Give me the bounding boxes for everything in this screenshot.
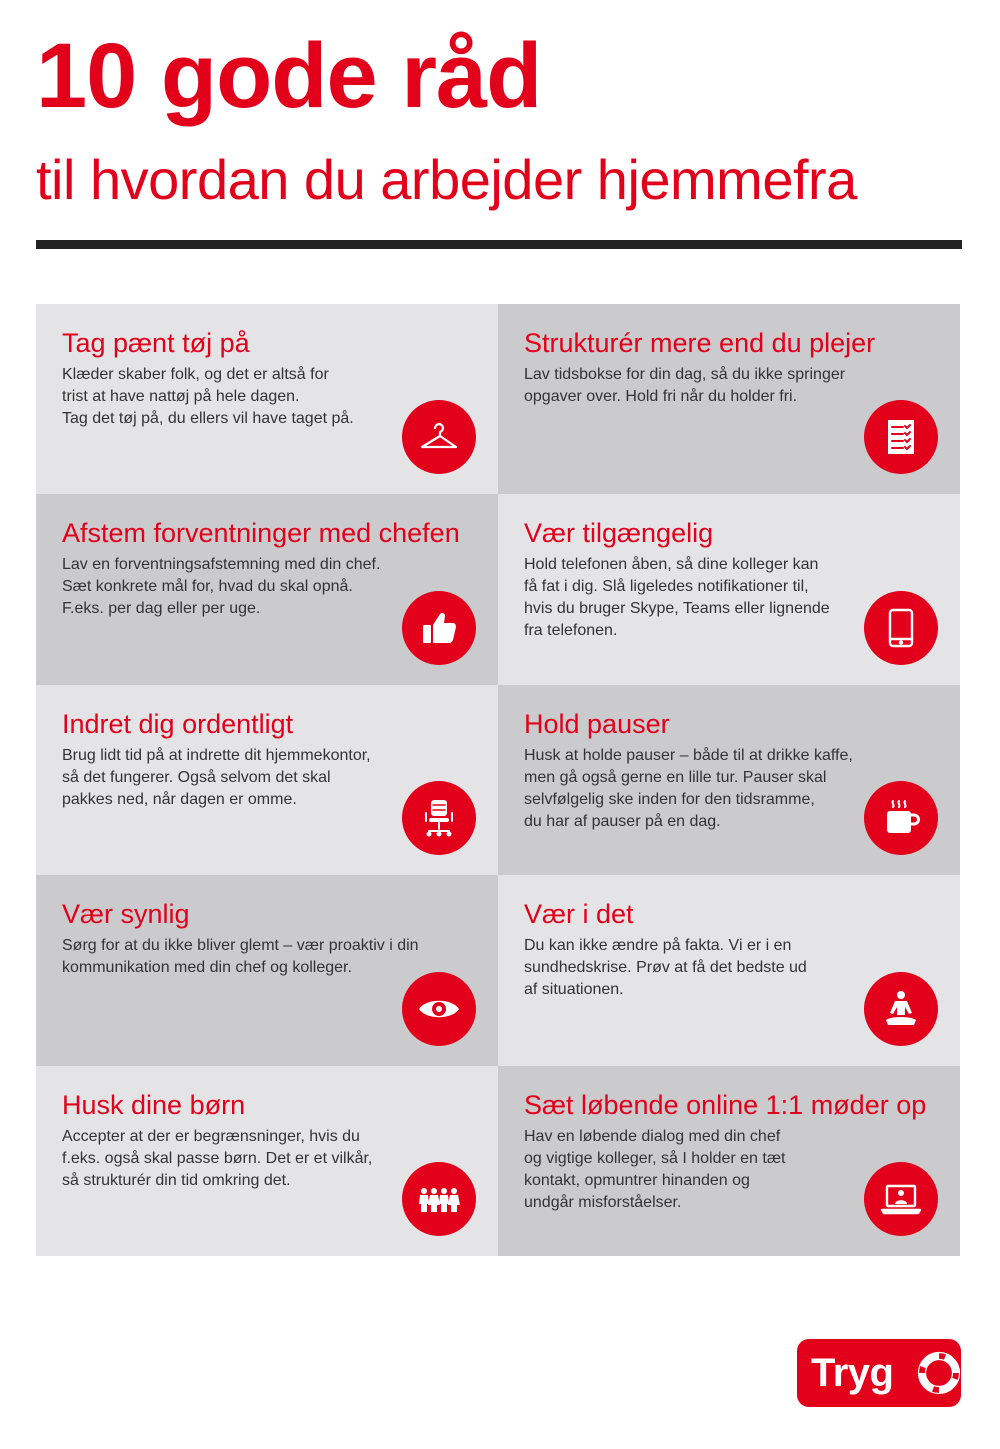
tip-card [36, 1066, 498, 1256]
tip-card [498, 304, 960, 494]
tip-heading: Vær i det [524, 899, 634, 930]
tip-text: Lav en forventningsafstemning med din chef. Sæt konkrete mål for, hvad du skal opnå. F.eks. per dag eller per uge. [62, 556, 381, 618]
tip-card [498, 685, 960, 875]
checklist-icon [864, 400, 938, 474]
tip-text: Du kan ikke ændre på fakta. Vi er i en sundhedskrise. Prøv at få det bedste ud af situationen. [524, 937, 807, 999]
lifebuoy-icon [917, 1351, 961, 1395]
tip-text: Brug lidt tid på at indrette dit hjemmekontor, så det fungerer. Også selvom det skal pakkes ned, når dagen er omme. [62, 746, 371, 808]
tip-card [498, 1066, 960, 1256]
tip-heading: Sæt løbende online 1:1 møder op [524, 1089, 927, 1120]
tip-heading: Strukturér mere end du plejer [524, 328, 876, 358]
tip-text: Hav en løbende dialog med din chef og vigtige kolleger, så I holder en tæt kontakt, opmuntrer hinanden og undgår misforståelser. [524, 1127, 786, 1211]
tip-text: Husk at holde pauser – både til at drikke kaffe, men gå også gerne en lille tur. Pauser skal selvfølgelig ske inden for den tidsramme, du har af pauser på en dag. [524, 746, 853, 830]
tip-card [498, 875, 960, 1065]
tip-text: Lav tidsbokse for din dag, så du ikke springer opgaver over. Hold fri når du holder fri. [524, 366, 846, 406]
tip-card [498, 494, 960, 684]
tryg-logo [797, 1339, 961, 1407]
header-divider [36, 240, 962, 249]
hanger-icon [402, 400, 476, 474]
tip-card [36, 875, 498, 1065]
thumbs-up-icon [402, 591, 476, 665]
coffee-cup-icon [864, 781, 938, 855]
tip-heading: Husk dine børn [62, 1089, 246, 1120]
tip-text: Accepter at der er begrænsninger, hvis du f.eks. også skal passe børn. Det er et vilkår, så strukturér din tid omkring det. [62, 1127, 373, 1189]
phone-icon [864, 591, 938, 665]
tip-heading: Afstem forventninger med chefen [62, 518, 460, 549]
tip-card [36, 494, 498, 684]
tip-card [36, 685, 498, 875]
laptop-video-icon [864, 1162, 938, 1236]
tip-text: Hold telefonen åben, så dine kolleger kan få fat i dig. Slå ligeledes notifikationer til, hvis du bruger Skype, Teams eller lignende fra telefonen. [524, 556, 830, 640]
logo-text: Tryg [811, 1350, 894, 1395]
tip-text: Klæder skaber folk, og det er altså for trist at have nattøj på hele dagen. Tag det tøj på, du ellers vil have taget på. [62, 366, 354, 428]
tip-heading: Vær tilgængelig [524, 518, 714, 549]
page-subtitle: til hvordan du arbejder hjemmefra [36, 148, 857, 211]
tip-heading: Tag pænt tøj på [62, 328, 250, 358]
tip-text: Sørg for at du ikke bliver glemt – vær proaktiv i din kommunikation med din chef og kolleger. [62, 937, 419, 977]
eye-icon [402, 972, 476, 1046]
office-chair-icon [402, 781, 476, 855]
tip-heading: Indret dig ordentligt [62, 708, 294, 739]
meditation-icon [864, 972, 938, 1046]
tip-card [36, 304, 498, 494]
tips-grid [36, 304, 960, 1256]
tip-heading: Hold pauser [524, 708, 670, 739]
tip-heading: Vær synlig [62, 899, 190, 930]
children-icon [402, 1162, 476, 1236]
page-title: 10 gode råd [36, 25, 542, 127]
